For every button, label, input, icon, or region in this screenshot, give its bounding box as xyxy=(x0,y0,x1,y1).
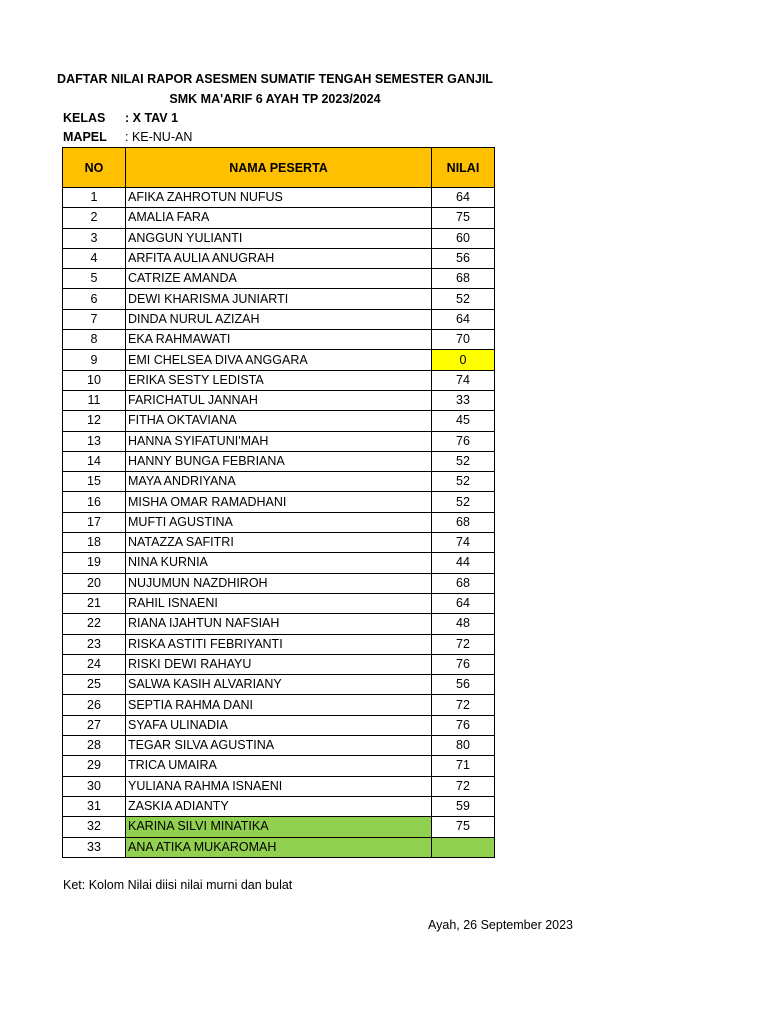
student-score: 64 xyxy=(432,309,495,329)
student-score: 68 xyxy=(432,573,495,593)
student-name: NATAZZA SAFITRI xyxy=(126,533,432,553)
row-number: 16 xyxy=(63,492,126,512)
student-name: RIANA IJAHTUN NAFSIAH xyxy=(126,614,432,634)
student-name: DEWI KHARISMA JUNIARTI xyxy=(126,289,432,309)
student-name: NUJUMUN NAZDHIROH xyxy=(126,573,432,593)
student-name: FITHA OKTAVIANA xyxy=(126,411,432,431)
mapel-row xyxy=(63,130,192,144)
student-score: 33 xyxy=(432,390,495,410)
student-name: ARFITA AULIA ANUGRAH xyxy=(126,248,432,268)
table-row xyxy=(63,431,495,451)
student-name: MAYA ANDRIYANA xyxy=(126,472,432,492)
student-score: 75 xyxy=(432,208,495,228)
table-row xyxy=(63,675,495,695)
document-title-line1: DAFTAR NILAI RAPOR ASESMEN SUMATIF TENGAH SEMESTER GANJIL xyxy=(57,72,493,86)
table-row xyxy=(63,573,495,593)
row-number: 17 xyxy=(63,512,126,532)
grades-table xyxy=(62,147,495,858)
table-row xyxy=(63,736,495,756)
row-number: 11 xyxy=(63,390,126,410)
header-no: NO xyxy=(63,148,126,188)
student-score: 80 xyxy=(432,736,495,756)
row-number: 26 xyxy=(63,695,126,715)
student-name: RAHIL ISNAENI xyxy=(126,593,432,613)
student-name: TRICA UMAIRA xyxy=(126,756,432,776)
student-score xyxy=(432,837,495,857)
student-name: NINA KURNIA xyxy=(126,553,432,573)
table-row xyxy=(63,472,495,492)
table-row xyxy=(63,776,495,796)
table-row xyxy=(63,837,495,857)
table-row xyxy=(63,289,495,309)
student-score: 74 xyxy=(432,533,495,553)
table-row xyxy=(63,350,495,370)
row-number: 22 xyxy=(63,614,126,634)
header-name: NAMA PESERTA xyxy=(126,148,432,188)
row-number: 30 xyxy=(63,776,126,796)
student-score: 0 xyxy=(432,350,495,370)
kelas-value: : X TAV 1 xyxy=(125,111,179,125)
row-number: 5 xyxy=(63,269,126,289)
student-name: MISHA OMAR RAMADHANI xyxy=(126,492,432,512)
table-row xyxy=(63,593,495,613)
table-row xyxy=(63,370,495,390)
student-name: EMI CHELSEA DIVA ANGGARA xyxy=(126,350,432,370)
student-score: 45 xyxy=(432,411,495,431)
row-number: 27 xyxy=(63,715,126,735)
student-name: SEPTIA RAHMA DANI xyxy=(126,695,432,715)
table-row xyxy=(63,309,495,329)
student-score: 72 xyxy=(432,695,495,715)
student-score: 56 xyxy=(432,248,495,268)
student-score: 68 xyxy=(432,512,495,532)
kelas-row xyxy=(63,111,178,125)
row-number: 10 xyxy=(63,370,126,390)
student-name: EKA RAHMAWATI xyxy=(126,330,432,350)
student-name: FARICHATUL JANNAH xyxy=(126,390,432,410)
row-number: 18 xyxy=(63,533,126,553)
student-score: 52 xyxy=(432,472,495,492)
student-name: YULIANA RAHMA ISNAENI xyxy=(126,776,432,796)
row-number: 7 xyxy=(63,309,126,329)
student-name: DINDA NURUL AZIZAH xyxy=(126,309,432,329)
student-score: 76 xyxy=(432,431,495,451)
table-row xyxy=(63,634,495,654)
student-score: 64 xyxy=(432,188,495,208)
student-name: AFIKA ZAHROTUN NUFUS xyxy=(126,188,432,208)
document-title-line2: SMK MA'ARIF 6 AYAH TP 2023/2024 xyxy=(169,92,381,106)
student-score: 76 xyxy=(432,654,495,674)
student-score: 75 xyxy=(432,817,495,837)
row-number: 13 xyxy=(63,431,126,451)
row-number: 25 xyxy=(63,675,126,695)
student-name: MUFTI AGUSTINA xyxy=(126,512,432,532)
table-row xyxy=(63,451,495,471)
student-score: 74 xyxy=(432,370,495,390)
row-number: 19 xyxy=(63,553,126,573)
table-row xyxy=(63,756,495,776)
student-name: CATRIZE AMANDA xyxy=(126,269,432,289)
row-number: 32 xyxy=(63,817,126,837)
student-name: ANA ATIKA MUKAROMAH xyxy=(126,837,432,857)
row-number: 28 xyxy=(63,736,126,756)
table-row xyxy=(63,512,495,532)
row-number: 3 xyxy=(63,228,126,248)
row-number: 21 xyxy=(63,593,126,613)
table-row xyxy=(63,796,495,816)
table-row xyxy=(63,817,495,837)
table-row xyxy=(63,228,495,248)
row-number: 6 xyxy=(63,289,126,309)
table-row xyxy=(63,269,495,289)
row-number: 1 xyxy=(63,188,126,208)
table-row xyxy=(63,715,495,735)
table-body xyxy=(63,188,495,858)
table-row xyxy=(63,553,495,573)
student-score: 59 xyxy=(432,796,495,816)
student-name: KARINA SILVI MINATIKA xyxy=(126,817,432,837)
table-row xyxy=(63,654,495,674)
student-score: 52 xyxy=(432,492,495,512)
row-number: 29 xyxy=(63,756,126,776)
student-score: 72 xyxy=(432,776,495,796)
student-score: 71 xyxy=(432,756,495,776)
mapel-value: : KE-NU-AN xyxy=(125,130,193,144)
row-number: 2 xyxy=(63,208,126,228)
student-name: ANGGUN YULIANTI xyxy=(126,228,432,248)
student-score: 70 xyxy=(432,330,495,350)
student-name: RISKA ASTITI FEBRIYANTI xyxy=(126,634,432,654)
mapel-label: MAPEL xyxy=(63,130,107,144)
kelas-label: KELAS xyxy=(63,111,106,125)
row-number: 9 xyxy=(63,350,126,370)
row-number: 15 xyxy=(63,472,126,492)
row-number: 24 xyxy=(63,654,126,674)
student-name: HANNA SYIFATUNI'MAH xyxy=(126,431,432,451)
table-row xyxy=(63,614,495,634)
table-row xyxy=(63,188,495,208)
row-number: 8 xyxy=(63,330,126,350)
row-number: 14 xyxy=(63,451,126,471)
note-text: Ket: Kolom Nilai diisi nilai murni dan bulat xyxy=(63,878,293,892)
table-row xyxy=(63,411,495,431)
student-name: HANNY BUNGA FEBRIANA xyxy=(126,451,432,471)
student-name: RISKI DEWI RAHAYU xyxy=(126,654,432,674)
table-row xyxy=(63,248,495,268)
student-name: AMALIA FARA xyxy=(126,208,432,228)
row-number: 23 xyxy=(63,634,126,654)
place-date: Ayah, 26 September 2023 xyxy=(428,918,574,932)
row-number: 12 xyxy=(63,411,126,431)
student-name: TEGAR SILVA AGUSTINA xyxy=(126,736,432,756)
student-score: 76 xyxy=(432,715,495,735)
student-name: SALWA KASIH ALVARIANY xyxy=(126,675,432,695)
student-score: 52 xyxy=(432,289,495,309)
table-row xyxy=(63,695,495,715)
table-row xyxy=(63,208,495,228)
header-score: NILAI xyxy=(432,148,495,188)
student-name: ERIKA SESTY LEDISTA xyxy=(126,370,432,390)
student-name: ZASKIA ADIANTY xyxy=(126,796,432,816)
student-score: 64 xyxy=(432,593,495,613)
student-score: 72 xyxy=(432,634,495,654)
student-score: 48 xyxy=(432,614,495,634)
student-score: 56 xyxy=(432,675,495,695)
student-score: 60 xyxy=(432,228,495,248)
table-row xyxy=(63,390,495,410)
row-number: 33 xyxy=(63,837,126,857)
table-row xyxy=(63,330,495,350)
student-score: 68 xyxy=(432,269,495,289)
student-score: 44 xyxy=(432,553,495,573)
row-number: 31 xyxy=(63,796,126,816)
table-row xyxy=(63,492,495,512)
table-header-row xyxy=(63,148,495,188)
student-score: 52 xyxy=(432,451,495,471)
row-number: 20 xyxy=(63,573,126,593)
student-name: SYAFA ULINADIA xyxy=(126,715,432,735)
table-row xyxy=(63,533,495,553)
row-number: 4 xyxy=(63,248,126,268)
